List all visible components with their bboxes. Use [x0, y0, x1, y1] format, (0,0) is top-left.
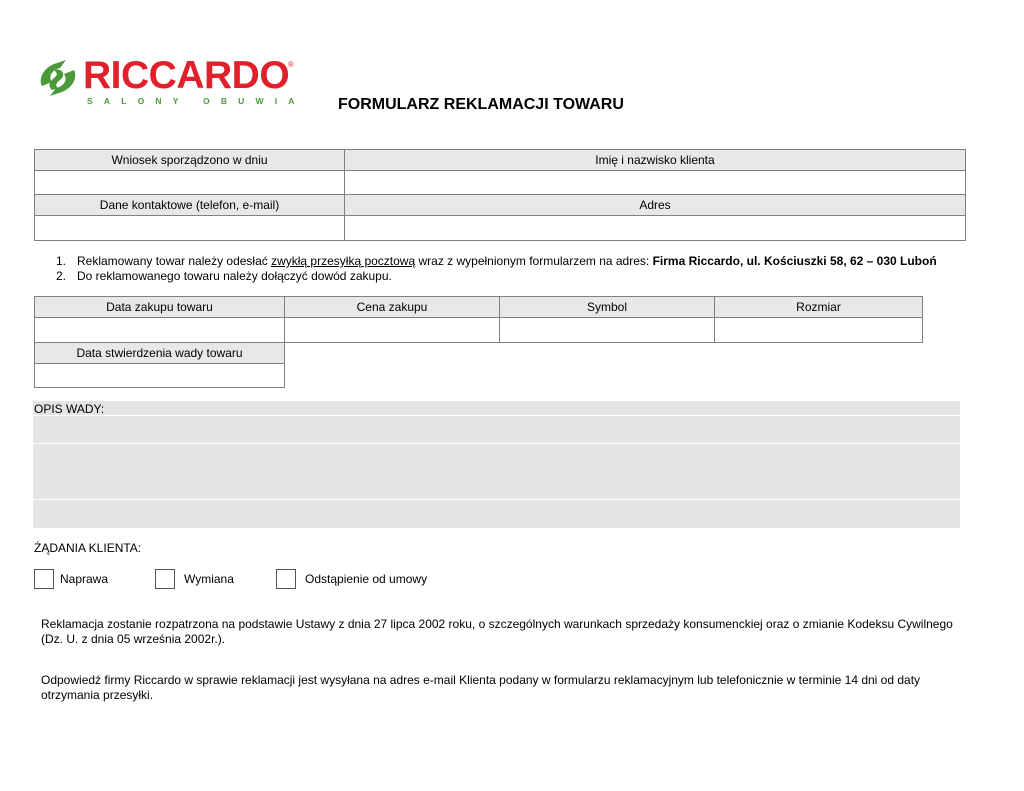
instruction-number: 2. [56, 269, 67, 283]
company-address: Firma Riccardo, ul. Kościuszki 58, 62 – 030 Luboń [652, 254, 937, 268]
exchange-option-label: Wymiana [184, 572, 234, 586]
address-field[interactable] [345, 216, 966, 241]
purchase-price-header: Cena zakupu [285, 297, 500, 318]
instruction-text: Reklamowany towar należy odesłać [77, 254, 272, 268]
withdrawal-checkbox[interactable] [276, 569, 296, 589]
registered-mark: ® [288, 60, 294, 69]
client-name-field[interactable] [345, 171, 966, 195]
purchase-date-header: Data zakupu towaru [35, 297, 285, 318]
divider [33, 443, 960, 444]
size-header: Rozmiar [715, 297, 923, 318]
divider [33, 499, 960, 500]
client-demands-label: ŻĄDANIA KLIENTA: [34, 541, 142, 555]
repair-option-label: Naprawa [60, 572, 109, 586]
instruction-number: 1. [56, 254, 67, 268]
purchase-date-field[interactable] [35, 318, 285, 343]
response-info-paragraph: Odpowiedź firmy Riccardo w sprawie reklamacji jest wysyłana na adres e-mail Klienta podany w formularzu reklamacyjnym lub telefonicznie w terminie 14 dni od daty otrzymania przesyłki. [41, 673, 921, 702]
instruction-text: wraz z wypełnionym formularzem na adres: [415, 254, 653, 268]
page-title: FORMULARZ REKLAMACJI TOWARU [338, 96, 624, 113]
instructions-list [56, 254, 937, 284]
riccardo-logo [36, 56, 80, 100]
address-header: Adres [345, 195, 966, 216]
instruction-underlined-text: zwykłą przesyłką pocztową [271, 254, 416, 268]
defect-date-field[interactable] [35, 364, 285, 388]
date-of-request-field[interactable] [35, 171, 345, 195]
defect-date-header: Data stwierdzenia wady towaru [35, 343, 285, 364]
contact-data-header: Dane kontaktowe (telefon, e-mail) [35, 195, 345, 216]
withdrawal-option-label: Odstąpienie od umowy [305, 572, 428, 586]
purchase-price-field[interactable] [285, 318, 500, 343]
client-name-header: Imię i nazwisko klienta [345, 150, 966, 171]
instruction-text: Do reklamowanego towaru należy dołączyć dowód zakupu. [77, 269, 392, 283]
riccardo-logo-emblem-icon [36, 56, 80, 100]
defect-date-table [34, 342, 285, 388]
logo-tagline: SALONY OBUWIA [87, 96, 306, 106]
size-field[interactable] [715, 318, 923, 343]
instruction-item [56, 254, 937, 269]
exchange-checkbox[interactable] [155, 569, 175, 589]
instruction-item [56, 269, 937, 284]
repair-checkbox[interactable] [34, 569, 54, 589]
legal-basis-paragraph: Reklamacja zostanie rozpatrzona na podstawie Ustawy z dnia 27 lipca 2002 roku, o szczególnych warunkach sprzedaży konsumenckiej oraz o zmianie Kodeksu Cywilnego (Dz. U. z dnia 05 września 2002r.). [41, 617, 953, 646]
defect-description-label: OPIS WADY: [34, 402, 105, 416]
symbol-header: Symbol [500, 297, 715, 318]
purchase-info-table [34, 296, 923, 343]
client-info-table [34, 149, 966, 241]
logo-wordmark: RICCARDO [83, 54, 290, 97]
divider [33, 415, 960, 416]
date-of-request-header: Wniosek sporządzono w dniu [35, 150, 345, 171]
symbol-field[interactable] [500, 318, 715, 343]
contact-data-field[interactable] [35, 216, 345, 241]
defect-description-area[interactable] [33, 401, 960, 528]
